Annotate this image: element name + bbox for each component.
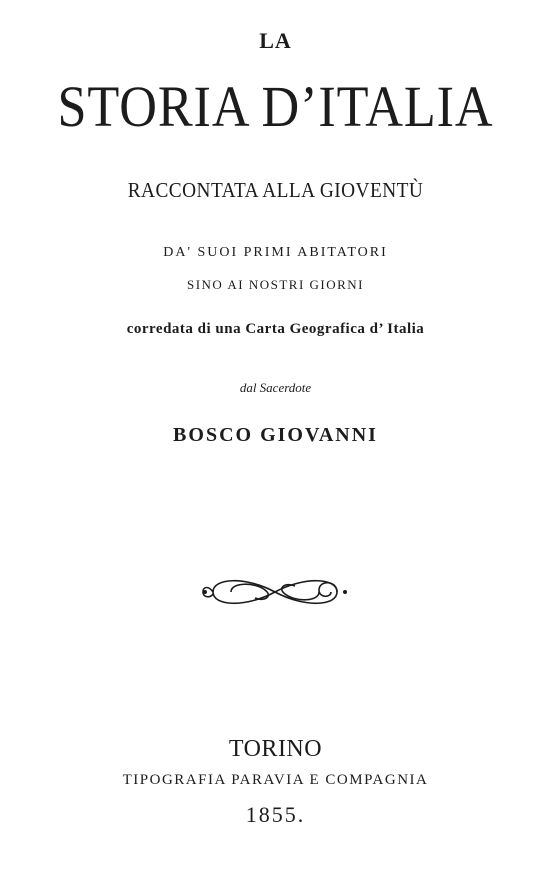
scroll-ornament-icon [195,568,355,616]
subtitle-line-until: SINO AI NOSTRI GIORNI [186,277,365,292]
publisher-city: TORINO [228,736,323,762]
map-note: corredata di una Carta Geografica d’ Italia [126,321,425,337]
author-name: BOSCO GIOVANNI [173,424,378,446]
title-article: LA [259,28,292,53]
by-line: dal Sacerdote [239,380,312,395]
book-title: STORIA D’ITALIA [57,74,494,139]
publisher-name: TIPOGRAFIA PARAVIA E COMPAGNIA [122,772,429,788]
publication-year: 1855. [245,802,306,827]
subtitle-line-from: DA' SUOI PRIMI ABITATORI [163,245,388,260]
book-subtitle: RACCONTATA ALLA GIOVENTÙ [127,178,424,202]
